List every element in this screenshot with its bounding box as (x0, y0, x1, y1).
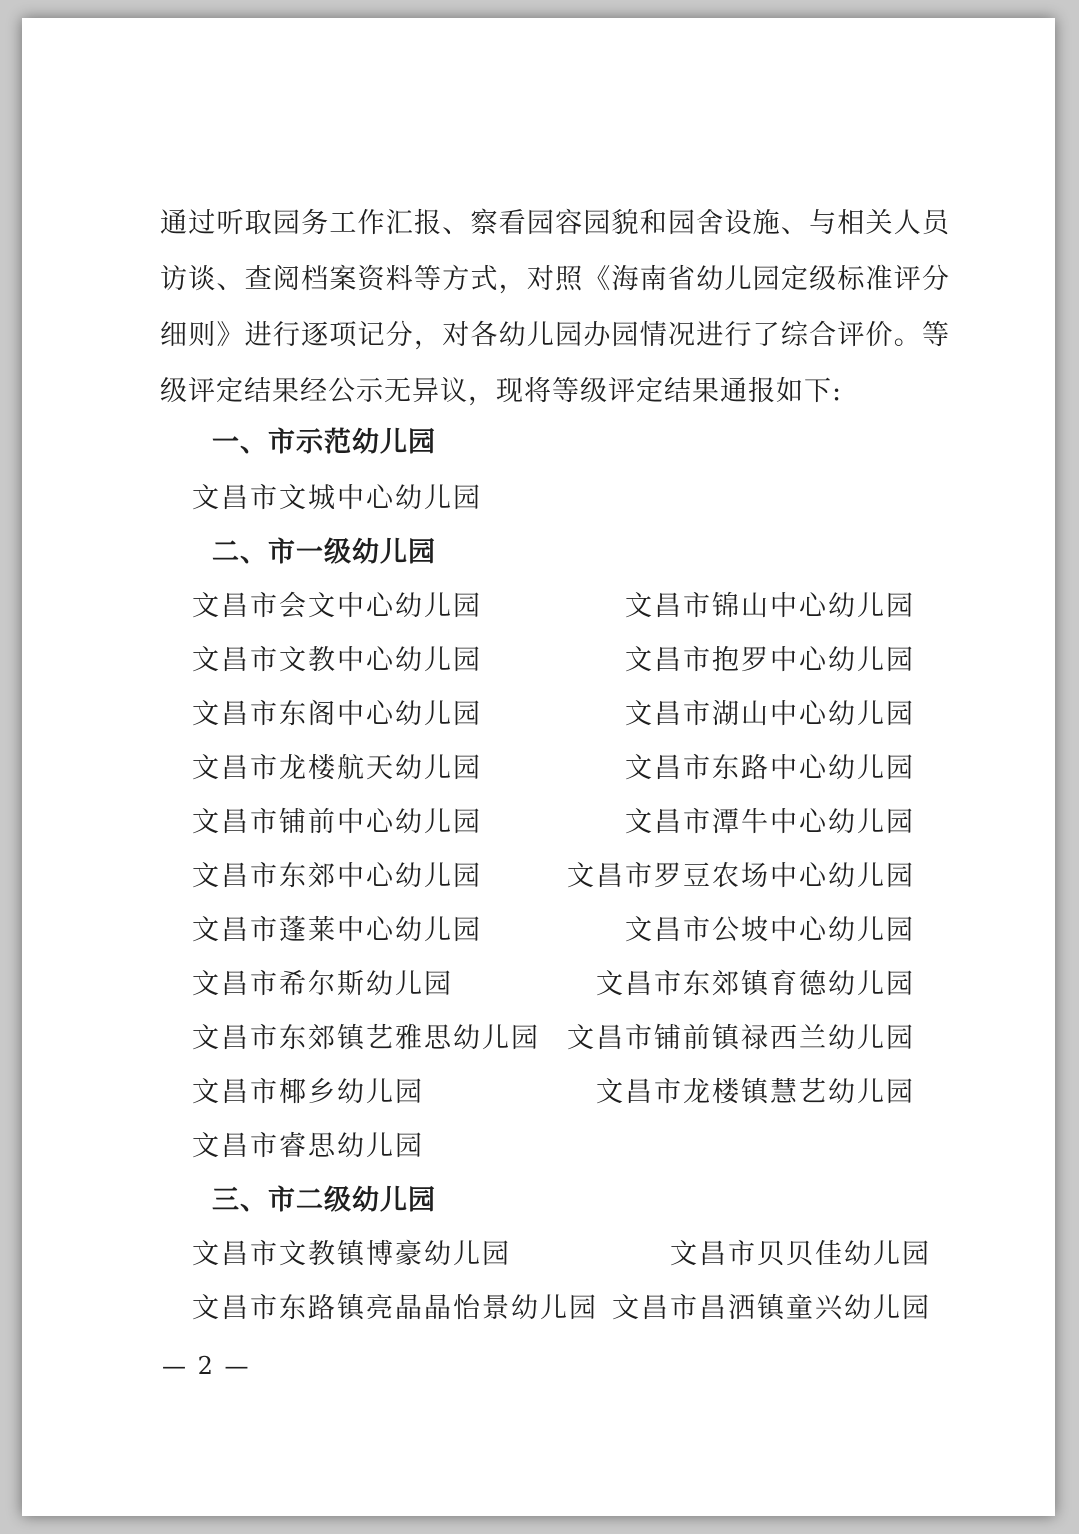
page-number: — 2 — (162, 1352, 251, 1380)
kindergarten-name: 文昌市潭牛中心幼儿园 (625, 807, 915, 838)
kindergarten-name: 文昌市罗豆农场中心幼儿园 (567, 861, 915, 892)
section-heading-second-level: 三、市二级幼儿园 (212, 1185, 436, 1216)
intro-line: 级评定结果经公示无异议，现将等级评定结果通报如下: (160, 376, 843, 407)
document-page (22, 18, 1055, 1516)
section-heading-first-level: 二、市一级幼儿园 (212, 537, 436, 568)
kindergarten-name: 文昌市抱罗中心幼儿园 (625, 645, 915, 676)
kindergarten-name: 文昌市铺前中心幼儿园 (192, 807, 482, 838)
kindergarten-name: 文昌市铺前镇禄西兰幼儿园 (567, 1023, 915, 1054)
kindergarten-name: 文昌市湖山中心幼儿园 (625, 699, 915, 730)
intro-paragraph (160, 196, 950, 420)
kindergarten-name: 文昌市龙楼航天幼儿园 (192, 753, 482, 784)
section-heading-demonstration: 一、市示范幼儿园 (212, 427, 436, 458)
intro-line: 访谈、查阅档案资料等方式，对照《海南省幼儿园定级标准评分 (160, 264, 950, 295)
kindergarten-name: 文昌市锦山中心幼儿园 (625, 591, 915, 622)
kindergarten-name: 文昌市椰乡幼儿园 (192, 1077, 424, 1108)
kindergarten-name: 文昌市贝贝佳幼儿园 (670, 1239, 931, 1270)
kindergarten-name: 文昌市文教镇博豪幼儿园 (192, 1239, 511, 1270)
intro-line: 通过听取园务工作汇报、察看园容园貌和园舍设施、与相关人员 (160, 208, 950, 239)
kindergarten-name: 文昌市东路中心幼儿园 (625, 753, 915, 784)
kindergarten-name: 文昌市公坡中心幼儿园 (625, 915, 915, 946)
kindergarten-name: 文昌市东阁中心幼儿园 (192, 699, 482, 730)
kindergarten-name: 文昌市蓬莱中心幼儿园 (192, 915, 482, 946)
kindergarten-name: 文昌市文教中心幼儿园 (192, 645, 482, 676)
kindergarten-name: 文昌市睿思幼儿园 (192, 1131, 424, 1162)
kindergarten-name: 文昌市会文中心幼儿园 (192, 591, 482, 622)
kindergarten-name: 文昌市龙楼镇慧艺幼儿园 (596, 1077, 915, 1108)
kindergarten-name: 文昌市昌洒镇童兴幼儿园 (612, 1293, 931, 1324)
kindergarten-name: 文昌市东路镇亮晶晶怡景幼儿园 (192, 1293, 598, 1324)
kindergarten-name: 文昌市希尔斯幼儿园 (192, 969, 453, 1000)
intro-line: 细则》进行逐项记分，对各幼儿园办园情况进行了综合评价。等 (160, 320, 950, 351)
kindergarten-name: 文昌市东郊中心幼儿园 (192, 861, 482, 892)
kindergarten-name: 文昌市东郊镇育德幼儿园 (596, 969, 915, 1000)
kindergarten-name: 文昌市东郊镇艺雅思幼儿园 (192, 1023, 540, 1054)
kindergarten-name: 文昌市文城中心幼儿园 (192, 483, 482, 514)
